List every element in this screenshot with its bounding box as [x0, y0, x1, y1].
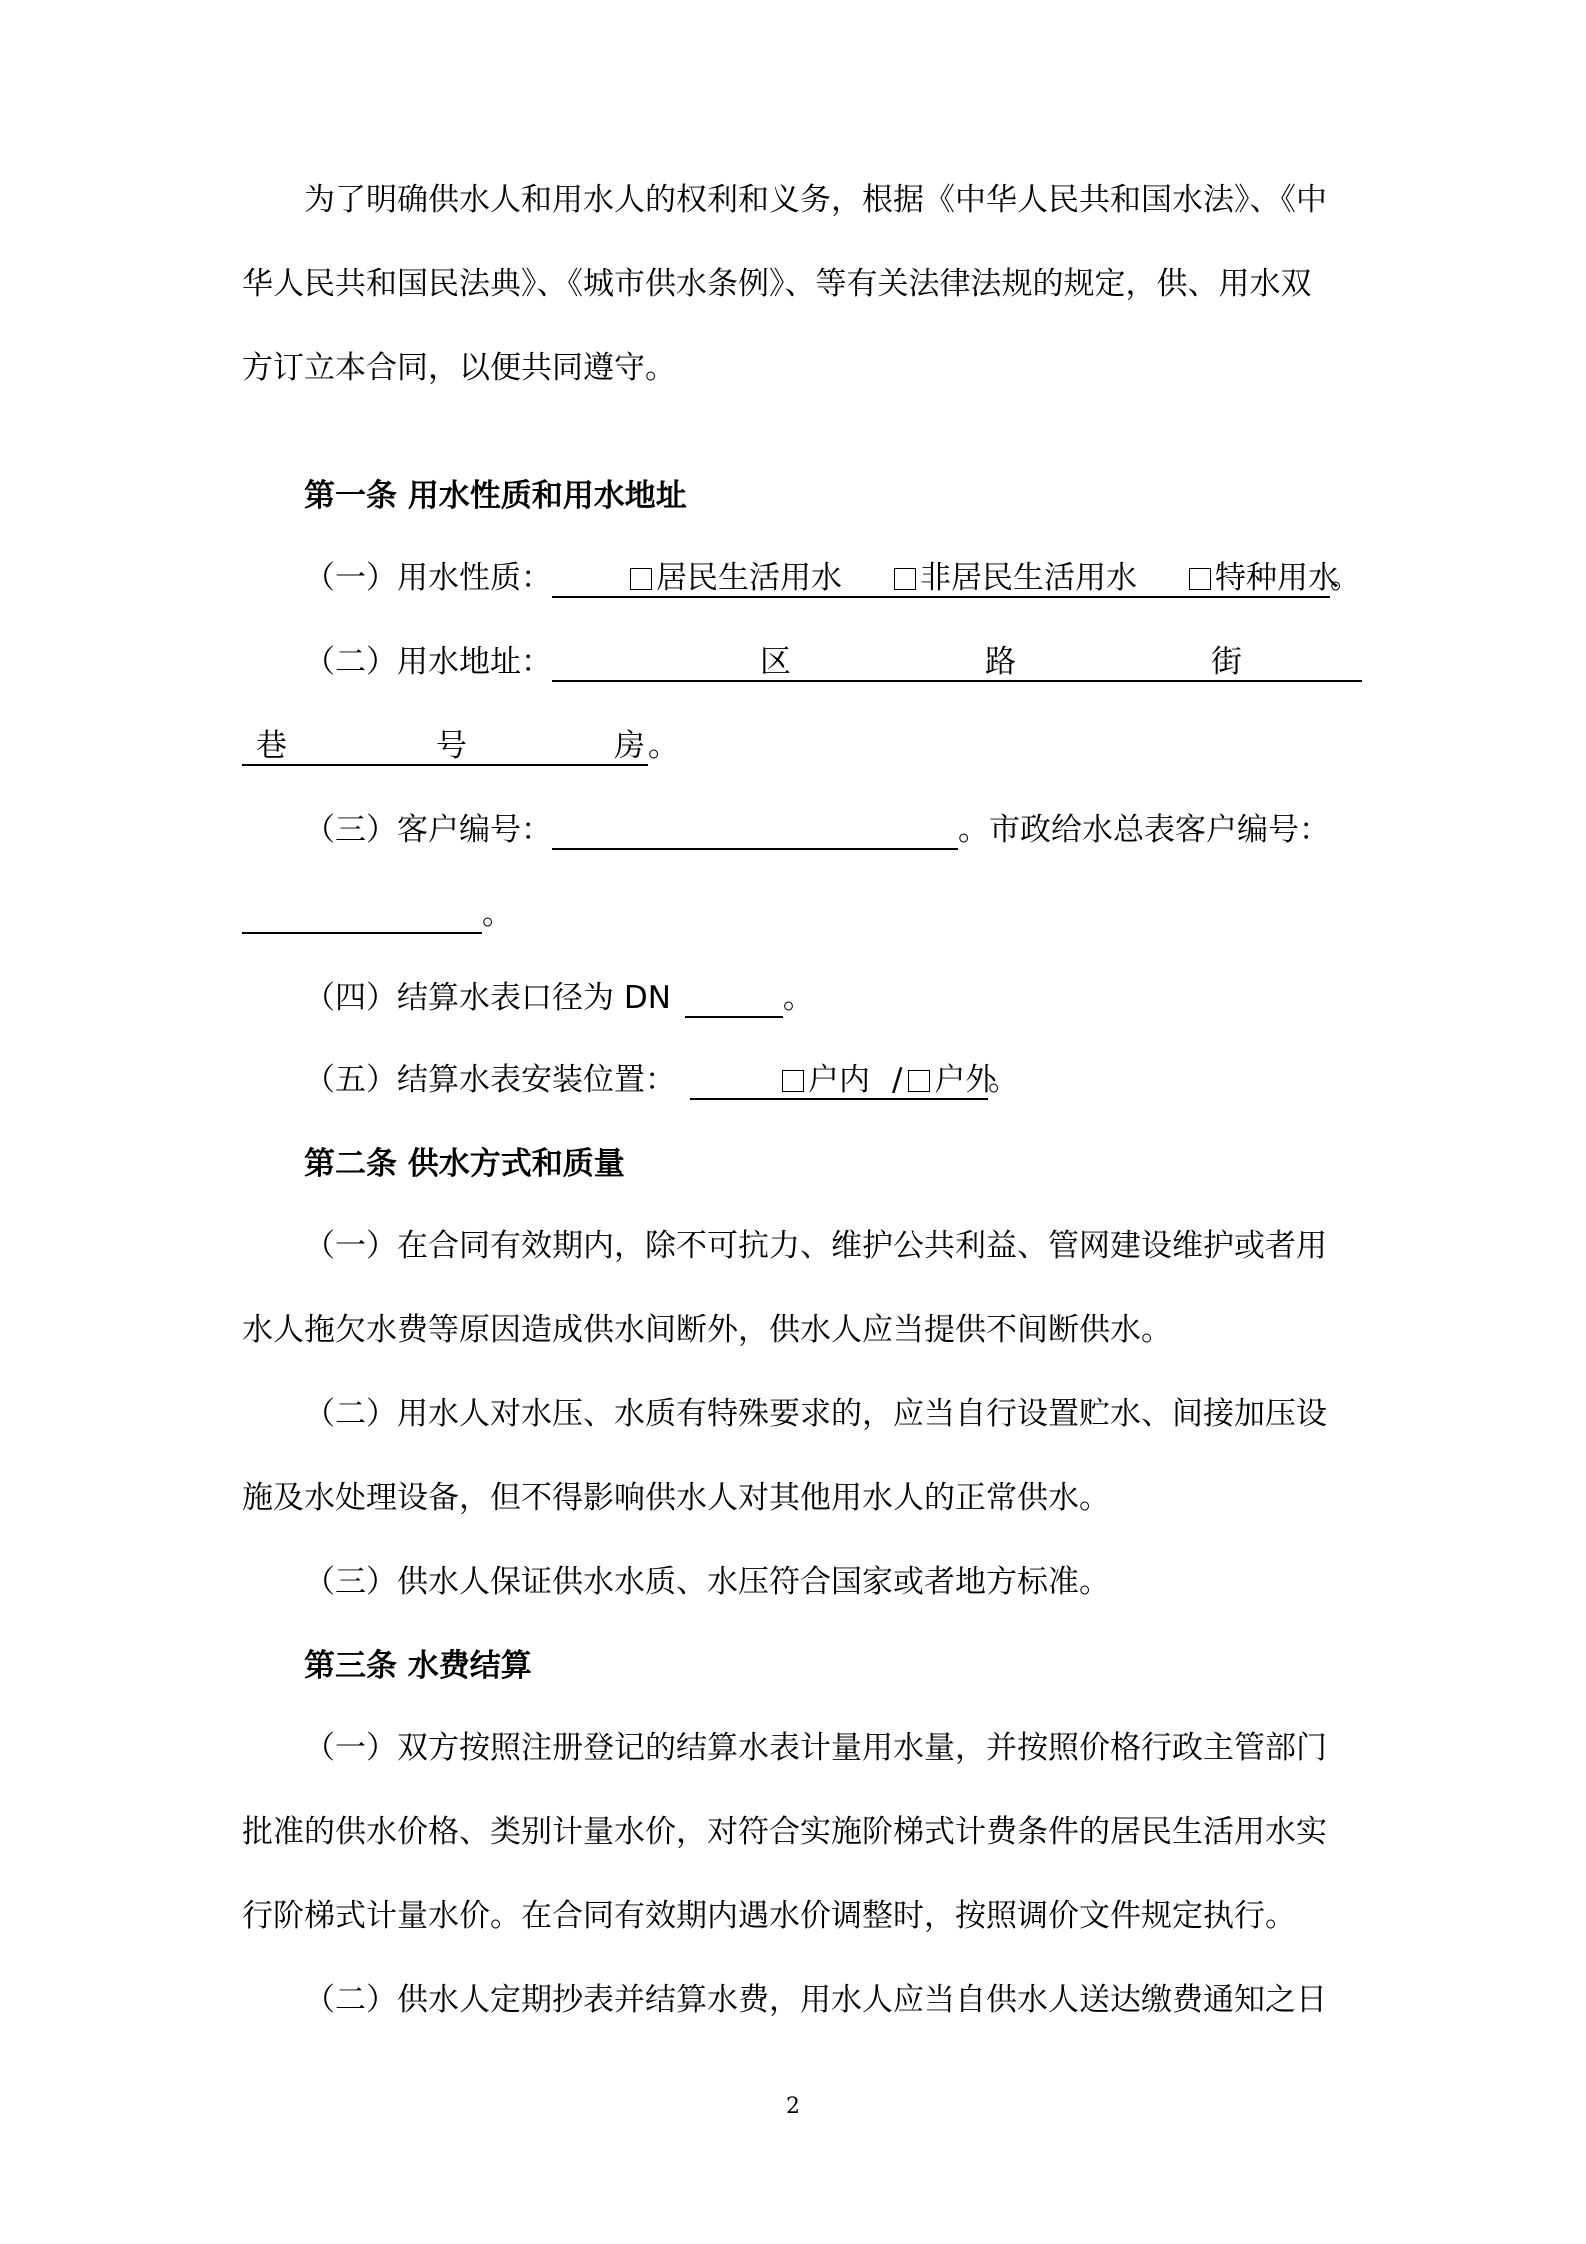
- option-outdoor: 户外: [934, 1062, 997, 1098]
- period: 。: [482, 896, 513, 932]
- meter-diameter-field[interactable]: [685, 980, 783, 1018]
- page-number: 2: [786, 2094, 800, 2119]
- lane-label: 巷: [256, 728, 287, 764]
- clause-1-3-cont: [242, 894, 1352, 934]
- period: 。: [988, 1062, 1019, 1098]
- water-nature-label: （一）用水性质：: [304, 560, 552, 596]
- district-label: 区: [760, 644, 791, 680]
- clause-1-5: [242, 1060, 1352, 1100]
- option-non-residential: 非居民生活用水: [920, 560, 1137, 596]
- intro-line-1: 为了明确供水人和用水人的权利和义务，根据《中华人民共和国水法》、《中: [304, 182, 1327, 218]
- intro-line-3: 方订立本合同，以便共同遵守。: [242, 350, 676, 386]
- municipal-customer-no-label: 。市政给水总表客户编号：: [958, 812, 1330, 848]
- art3-p1-line2: 批准的供水价格、类别计量水价，对符合实施阶梯式计费条件的居民生活用水实: [242, 1814, 1327, 1850]
- period: 。: [648, 728, 679, 764]
- water-nature-field: [552, 560, 1339, 598]
- address-field-line-1[interactable]: [552, 644, 1362, 682]
- road-label: 路: [985, 644, 1016, 680]
- clause-1-4: [242, 978, 1352, 1018]
- art2-p2-line1: （二）用水人对水压、水质有特殊要求的，应当自行设置贮水、间接加压设: [304, 1396, 1327, 1432]
- address-field-line-2[interactable]: [242, 728, 648, 766]
- art2-p1-line1: （一）在合同有效期内，除不可抗力、维护公共利益、管网建设维护或者用: [304, 1228, 1327, 1264]
- option-separator: /: [892, 1062, 903, 1098]
- article-2-title: 第二条 供水方式和质量: [304, 1146, 625, 1182]
- art3-p1-line3: 行阶梯式计量水价。在合同有效期内遇水价调整时，按照调价文件规定执行。: [242, 1898, 1296, 1934]
- checkbox-indoor[interactable]: [782, 1070, 804, 1092]
- room-label: 房: [614, 728, 645, 764]
- art3-p2-line1: （二）供水人定期抄表并结算水费，用水人应当自供水人送达缴费通知之日: [304, 1982, 1327, 2018]
- article-3-title: 第三条 水费结算: [304, 1648, 532, 1684]
- meter-location-field: [690, 1062, 997, 1100]
- checkbox-residential[interactable]: [630, 568, 652, 590]
- option-special: 特种用水: [1215, 560, 1339, 596]
- clause-1-1: [242, 558, 1361, 598]
- customer-no-label: （三）客户编号：: [304, 812, 552, 848]
- option-residential: 居民生活用水: [656, 560, 842, 596]
- water-address-label: （二）用水地址：: [304, 644, 552, 680]
- meter-location-label: （五）结算水表安装位置：: [304, 1062, 676, 1098]
- number-label: 号: [436, 728, 467, 764]
- clause-1-2-cont: [242, 726, 1352, 766]
- customer-no-field[interactable]: [552, 812, 958, 850]
- period: 。: [1330, 560, 1361, 596]
- street-label: 街: [1211, 644, 1242, 680]
- art2-p2-line2: 施及水处理设备，但不得影响供水人对其他用水人的正常供水。: [242, 1480, 1110, 1516]
- art2-p1-line2: 水人拖欠水费等原因造成供水间断外，供水人应当提供不间断供水。: [242, 1312, 1172, 1348]
- period: 。: [782, 980, 814, 1016]
- clause-1-2: [242, 642, 1352, 682]
- art3-p1-line1: （一）双方按照注册登记的结算水表计量用水量，并按照价格行政主管部门: [304, 1730, 1327, 1766]
- clause-1-3: [242, 810, 1352, 850]
- checkbox-special[interactable]: [1189, 568, 1211, 590]
- option-indoor: 户内: [808, 1062, 870, 1098]
- municipal-customer-no-field[interactable]: [242, 896, 482, 934]
- intro-line-2: 华人民共和国民法典》、《城市供水条例》、等有关法律法规的规定，供、用水双: [242, 266, 1312, 302]
- meter-diameter-label: （四）结算水表口径为 DN: [304, 980, 671, 1016]
- article-1-title: 第一条 用水性质和用水地址: [304, 478, 687, 514]
- checkbox-outdoor[interactable]: [908, 1070, 930, 1092]
- art2-p3-line1: （三）供水人保证供水水质、水压符合国家或者地方标准。: [304, 1564, 1110, 1600]
- checkbox-non-residential[interactable]: [894, 568, 916, 590]
